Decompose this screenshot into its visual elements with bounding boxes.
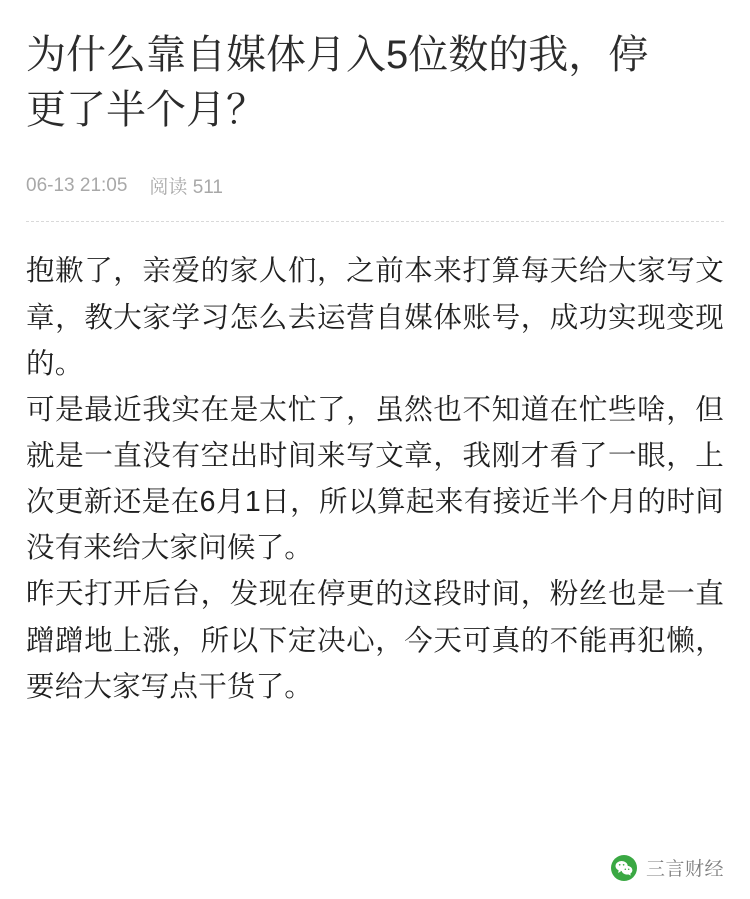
article-paragraph: 昨天打开后台，发现在停更的这段时间，粉丝也是一直蹭蹭地上涨，所以下定决心，今天可真的不能再犯懒，要给大家写点干货了。 [26, 578, 724, 703]
wechat-icon [611, 855, 637, 881]
account-name: 三言财经 [645, 859, 724, 880]
article-paragraph: 抱歉了，亲爱的家人们，之前本来打算每天给大家写文章，教大家学习怎么去运营自媒体账号，成功实现变现的。 [26, 255, 724, 380]
publish-date: 06-13 21:05 [26, 174, 128, 196]
article-paragraph: 可是最近我实在是太忙了，虽然也不知道在忙些啥，但就是一直没有空出时间来写文章，我刚才看了一眼，上次更新还是在6月1日，所以算起来有接近半个月的时间没有来给大家问候了。 [26, 393, 724, 565]
footer-account [611, 854, 724, 881]
page-title: 为什么靠自媒体月入5位数的我，停更了半个月？ [26, 33, 649, 133]
article-meta [26, 172, 724, 199]
article-body [26, 248, 724, 710]
read-count: 阅读 511 [149, 177, 223, 199]
divider [26, 221, 724, 222]
